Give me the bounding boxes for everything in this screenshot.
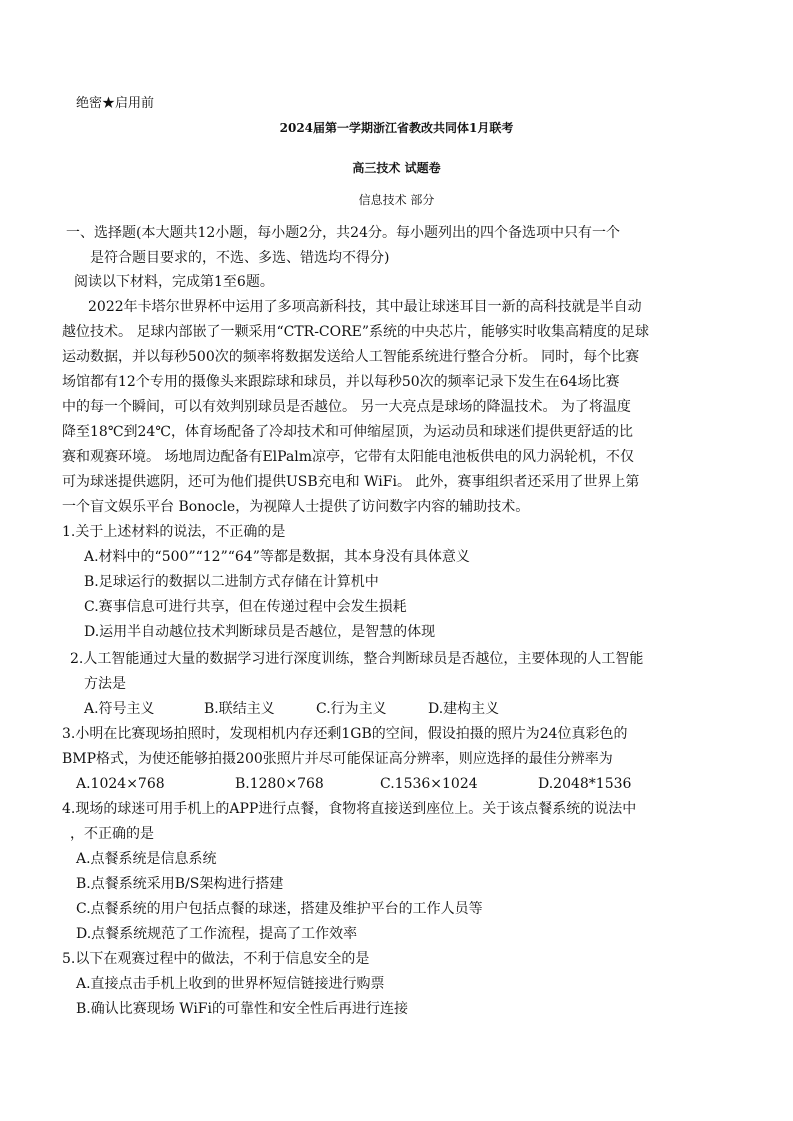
question-stem: 1.关于上述材料的说法，不正确的是 bbox=[62, 524, 286, 540]
option-d: D.点餐系统规范了工作流程，提高了工作效率 bbox=[76, 926, 358, 942]
section-heading-line2: 是符合题目要求的，不选、多选、错选均不得分) bbox=[90, 250, 390, 266]
option-c: C.赛事信息可进行共享，但在传递过程中会发生损耗 bbox=[84, 599, 407, 615]
option-b: B.1280×768 bbox=[235, 776, 324, 792]
option-d: D.建构主义 bbox=[428, 701, 500, 717]
passage-line: 一个盲文娱乐平台 Bonocle，为视障人士提供了访问数字内容的辅助技术。 bbox=[62, 499, 530, 515]
option-b: B.确认比赛现场 WiFi的可靠性和安全性后再进行连接 bbox=[76, 1001, 408, 1017]
passage-line: 场馆都有12个专用的摄像头来跟踪球和球员，并以每秒50次的频率记录下发生在64场比赛 bbox=[62, 374, 620, 390]
section-part-title: 信息技术 部分 bbox=[358, 193, 435, 207]
question-stem-continued: ，不正确的是 bbox=[70, 826, 154, 842]
option-a: A.1024×768 bbox=[76, 776, 165, 792]
option-a: A.直接点击手机上收到的世界杯短信链接进行购票 bbox=[76, 976, 385, 992]
passage-line: 中的每一个瞬间，可以有效判别球员是否越位。 另一大亮点是球场的降温技术。 为了将温度 bbox=[62, 399, 631, 415]
exam-subtitle: 高三技术 试题卷 bbox=[352, 161, 441, 175]
option-a: A.点餐系统是信息系统 bbox=[76, 851, 217, 867]
question-stem: 2.人工智能通过大量的数据学习进行深度训练，整合判断球员是否越位，主要体现的人工智能 bbox=[70, 651, 644, 667]
option-b: B.联结主义 bbox=[204, 701, 275, 717]
passage-line: 降至18℃到24℃，体育场配备了冷却技术和可伸缩屋顶，为运动员和球迷们提供更舒适的比 bbox=[62, 424, 633, 440]
option-b: B.足球运行的数据以二进制方式存储在计算机中 bbox=[84, 574, 379, 590]
option-a: A.材料中的“500”“12”“64”等都是数据，其本身没有具体意义 bbox=[84, 549, 470, 565]
option-b: B.点餐系统采用B/S架构进行搭建 bbox=[76, 876, 284, 892]
passage-line: 赛和观赛环境。 场地周边配备有ElPalm凉亭，它带有太阳能电池板供电的风力涡轮机，不仅 bbox=[62, 449, 635, 465]
option-c: C.1536×1024 bbox=[380, 776, 478, 792]
exam-title: 2024届第一学期浙江省教改共同体1月联考 bbox=[279, 121, 514, 135]
option-a: A.符号主义 bbox=[84, 701, 155, 717]
question-stem: 5.以下在观赛过程中的做法，不利于信息安全的是 bbox=[62, 951, 370, 967]
section-heading-line1: 一、选择题(本大题共12小题，每小题2分，共24分。每小题列出的四个备选项中只有一个 bbox=[66, 225, 620, 241]
passage-line: 越位技术。 足球内部嵌了一颗采用“CTR-CORE”系统的中央芯片，能够实时收集高精度的足球 bbox=[62, 324, 650, 340]
question-stem: 3.小明在比赛现场拍照时，发现相机内存还剩1GB的空间，假设拍摄的照片为24位真彩色的 bbox=[62, 726, 628, 742]
option-c: C.点餐系统的用户包括点餐的球迷，搭建及维护平台的工作人员等 bbox=[76, 901, 483, 917]
passage-line: 运动数据，并以每秒500次的频率将数据发送给人工智能系统进行整合分析。 同时，每个比赛 bbox=[62, 349, 640, 365]
passage-line: 2022年卡塔尔世界杯中运用了多项高新科技，其中最让球迷耳目一新的高科技就是半自动 bbox=[88, 299, 642, 315]
reading-instruction: 阅读以下材料，完成第1至6题。 bbox=[74, 274, 274, 290]
passage-line: 可为球迷提供遮阴，还可为他们提供USB充电和 WiFi。 此外，赛事组织者还采用了世界上第 bbox=[62, 474, 640, 490]
confidential-label: 绝密★启用前 bbox=[76, 96, 155, 111]
option-d: D.2048*1536 bbox=[538, 776, 632, 792]
option-d: D.运用半自动越位技术判断球员是否越位，是智慧的体现 bbox=[84, 624, 436, 640]
question-stem-continued: 方法是 bbox=[84, 676, 126, 692]
question-stem: 4.现场的球迷可用手机上的APP进行点餐，食物将直接送到座位上。关于该点餐系统的说法中 bbox=[62, 801, 637, 817]
question-stem-continued: BMP格式，为使还能够拍摄200张照片并尽可能保证高分辨率，则应选择的最佳分辨率为 bbox=[62, 751, 613, 767]
option-c: C.行为主义 bbox=[316, 701, 387, 717]
